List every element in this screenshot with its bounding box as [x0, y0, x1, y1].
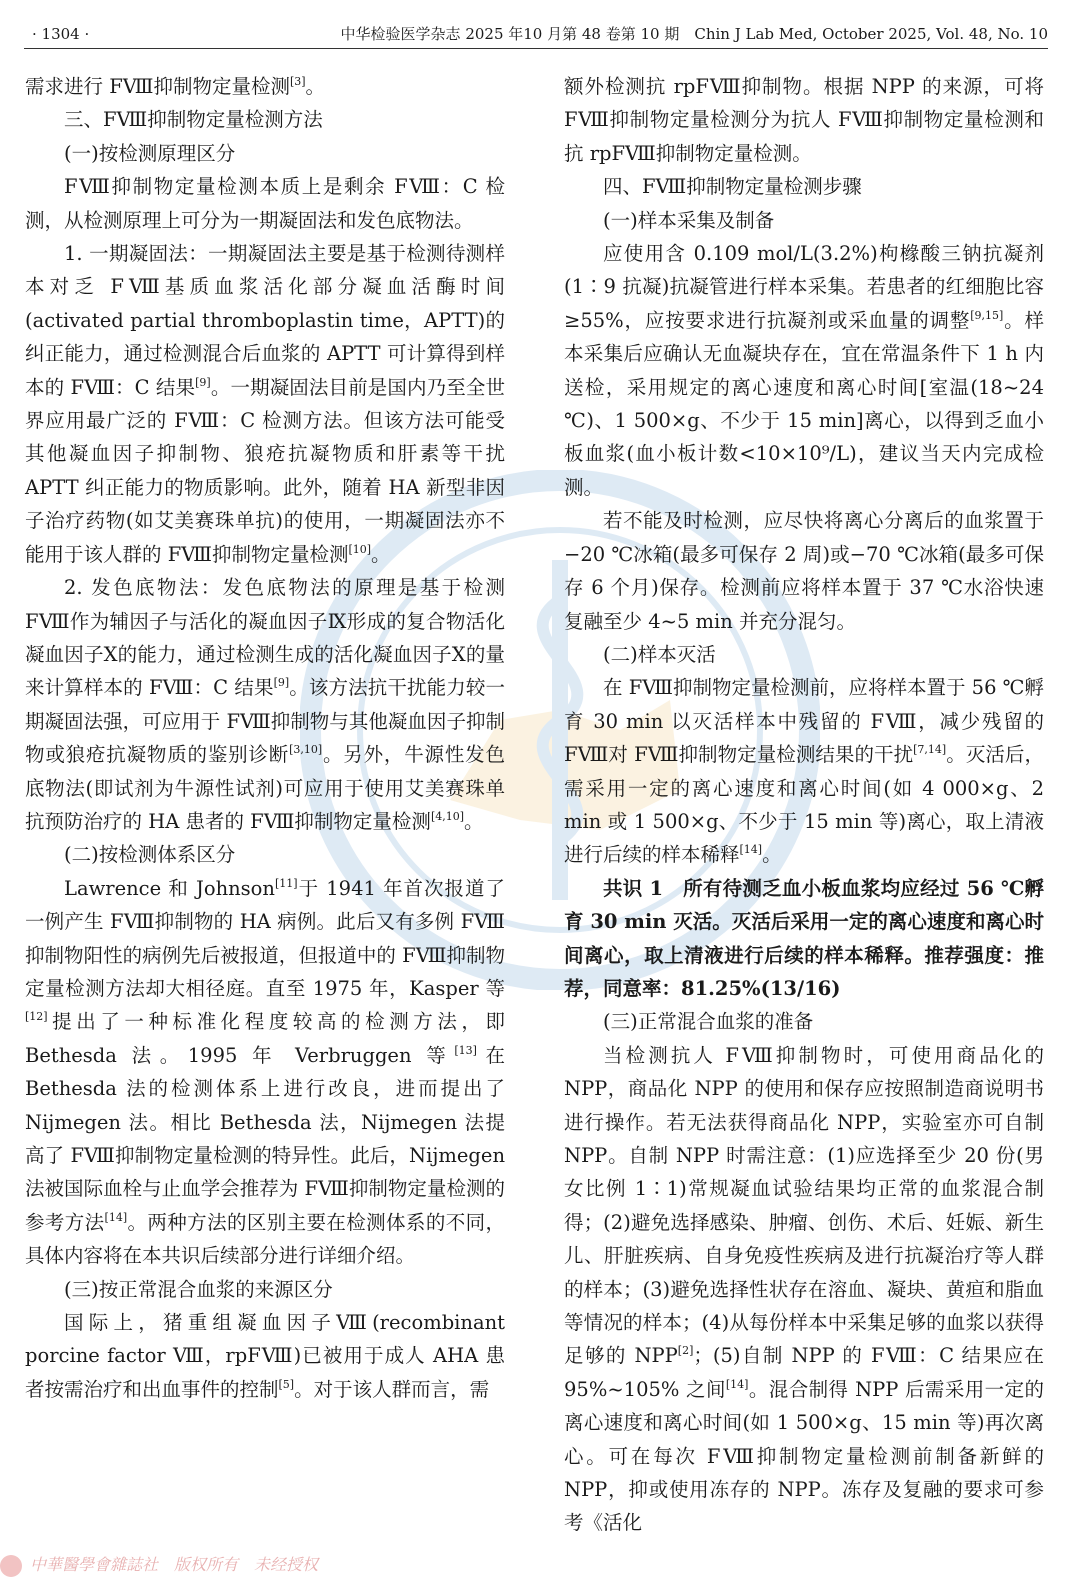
page-number: · 1304 · [32, 25, 90, 43]
left-column [25, 70, 505, 1406]
paragraph: FⅧ抑制物定量检测本质上是剩余 FⅧ：C 检测，从检测原理上可分为一期凝固法和发色底物法。 [25, 175, 505, 232]
subsection-heading: (一)样本采集及制备 [603, 208, 775, 232]
subsection-heading: (三)正常混合血浆的准备 [603, 1010, 814, 1034]
paragraph: 在 FⅧ抑制物定量检测前，应将样本置于 56 ℃孵育 30 min 以灭活样本中残留的 FⅧ，减少残留的 FⅧ对 FⅧ抑制物定量检测结果的干扰[7,14]。灭活后，需采用一定的离心速度和离心时间(如 4 000×g、2 min 或 1 500×g、不少于 15 min 等)离心，取上清液进行后续的样本稀释[14]。 [564, 676, 1044, 867]
paragraph: 需求进行 FⅧ抑制物定量检测[3]。 [25, 75, 326, 98]
running-header [24, 22, 1048, 46]
subsection-heading: (二)按检测体系区分 [64, 843, 236, 867]
subsection-heading: (二)样本灭活 [603, 642, 716, 666]
section-heading: 四、FⅧ抑制物定量检测步骤 [603, 175, 862, 199]
paragraph: 当检测抗人 FⅧ抑制物时，可使用商品化的 NPP，商品化 NPP 的使用和保存应按照制造商说明书进行操作。若无法获得商品化 NPP，实验室亦可自制 NPP。自制 NPP 时需注意：(1)应选择至少 20 份(男女比例 1∶1)常规凝血试验结果均正常的血浆混合制得；(2)避免选择感染、肿瘤、创伤、术后、妊娠、新生儿、肝脏疾病、自身免疫性疾病及进行抗凝治疗等人群的样本；(3)避免选择性状存在溶血、凝块、黄疸和脂血等情况的样本；(4)从每份样本中采集足够的血浆以获得足够的 NPP[2]；(5)自制 NPP 的 FⅧ：C 结果应在 95%~105% 之间[14]。混合制得 NPP 后需采用一定的离心速度和离心时间(如 1 500×g、15 min 等)再次离心。可在每次 FⅧ抑制物定量检测前制备新鲜的 NPP，抑或使用冻存的 NPP。冻存及复融的要求可参考《活化 [564, 1043, 1044, 1535]
paragraph: 1. 一期凝固法：一期凝固法主要是基于检测待测样本对乏 FⅧ基质血浆活化部分凝血活酶时间(activated partial thromboplastin time，APTT)的纠正能力，通过检测混合后血浆的 APTT 可计算得到样本的 FⅧ：C 结果[9]。一期凝固法目前是国内乃至全世界应用最广泛的 FⅧ：C 检测方法。但该方法可能受其他凝血因子抑制物、狼疮抗凝物质和肝素等干扰 APTT 纠正能力的物质影响。此外，随着 HA 新型非因子治疗药物(如艾美赛珠单抗)的使用，一期凝固法亦不能用于该人群的 FⅧ抑制物定量检测[10]。 [25, 242, 505, 566]
paragraph: 国际上，猪重组凝血因子Ⅷ(recombinant porcine factor Ⅷ，rpFⅧ)已被用于成人 AHA 患者按需治疗和出血事件的控制[5]。对于该人群而言，需 [25, 1311, 505, 1401]
header-rule [24, 48, 1048, 49]
journal-citation: 中华检验医学杂志 2025 年10 月第 48 卷第 10 期 Chin J Lab Med, October 2025, Vol. 48, No. 10 [340, 25, 1048, 43]
paragraph: 若不能及时检测，应尽快将离心分离后的血浆置于−20 ℃冰箱(最多可保存 2 周)或−70 ℃冰箱(最多可保存 6 个月)保存。检测前应将样本置于 37 ℃水浴快速复融至少 4~5 min 并充分混匀。 [564, 509, 1044, 633]
paragraph: 2. 发色底物法：发色底物法的原理是基于检测 FⅧ作为辅因子与活化的凝血因子Ⅸ形成的复合物活化凝血因子Ⅹ的能力，通过检测生成的活化凝血因子Ⅹ的量来计算样本的 FⅧ：C 结果[9]。该方法抗干扰能力较一期凝固法强，可应用于 FⅧ抑制物与其他凝血因子抑制物或狼疮抗凝物质的鉴别诊断[3,10]。另外，牛源性发色底物法(即试剂为牛源性试剂)可应用于使用艾美赛珠单抗预防治疗的 HA 患者的 FⅧ抑制物定量检测[4,10]。 [25, 576, 505, 833]
subsection-heading: (三)按正常混合血浆的来源区分 [64, 1277, 333, 1301]
society-logo-icon [0, 1555, 22, 1577]
paragraph: Lawrence 和 Johnson[11]于 1941 年首次报道了一例产生 FⅧ抑制物的 HA 病例。此后又有多例 FⅧ抑制物阳性的病例先后被报道，但报道中的 FⅧ抑制物定量检测方法却大相径庭。直至 1975 年，Kasper 等[12]提出了一种标准化程度较高的检测方法，即 Bethesda 法。1995 年 Verbruggen 等[13]在 Bethesda 法的检测体系上进行改良，进而提出了 Nijmegen 法。相比 Bethesda 法，Nijmegen 法提高了 FⅧ抑制物定量检测的特异性。此后，Nijmegen 法被国际血栓与止血学会推荐为 FⅧ抑制物定量检测的参考方法[14]。两种方法的区别主要在检测体系的不同，具体内容将在本共识后续部分进行详细介绍。 [25, 876, 505, 1268]
subsection-heading: (一)按检测原理区分 [64, 141, 236, 165]
right-column [564, 70, 1044, 1540]
paragraph: 应使用含 0.109 mol/L(3.2%)枸橼酸三钠抗凝剂(1∶9 抗凝)抗凝管进行样本采集。若患者的红细胞比容≥55%，应按要求进行抗凝剂或采血量的调整[9,15]。样本采集后应确认无血凝块存在，宜在常温条件下 1 h 内送检，采用规定的离心速度和离心时间[室温(18~24 ℃)、1 500×g、不少于 15 min]离心，以得到乏血小板血浆(血小板计数<10×10⁹/L)，建议当天内完成检测。 [564, 242, 1044, 499]
paragraph: 额外检测抗 rpFⅧ抑制物。根据 NPP 的来源，可将 FⅧ抑制物定量检测分为抗人 FⅧ抑制物定量检测和抗 rpFⅧ抑制物定量检测。 [564, 75, 1044, 165]
footer-watermark: 中華醫學會雜誌社 版权所有 未经授权 [0, 1552, 318, 1582]
consensus-statement: 共识 1 所有待测乏血小板血浆均应经过 56 ℃孵育 30 min 灭活。灭活后采用一定的离心速度和离心时间离心，取上清液进行后续的样本稀释。推荐强度：推荐，同意率：81.25%(13/16) [564, 876, 1044, 1000]
section-heading: 三、FⅧ抑制物定量检测方法 [64, 108, 323, 132]
